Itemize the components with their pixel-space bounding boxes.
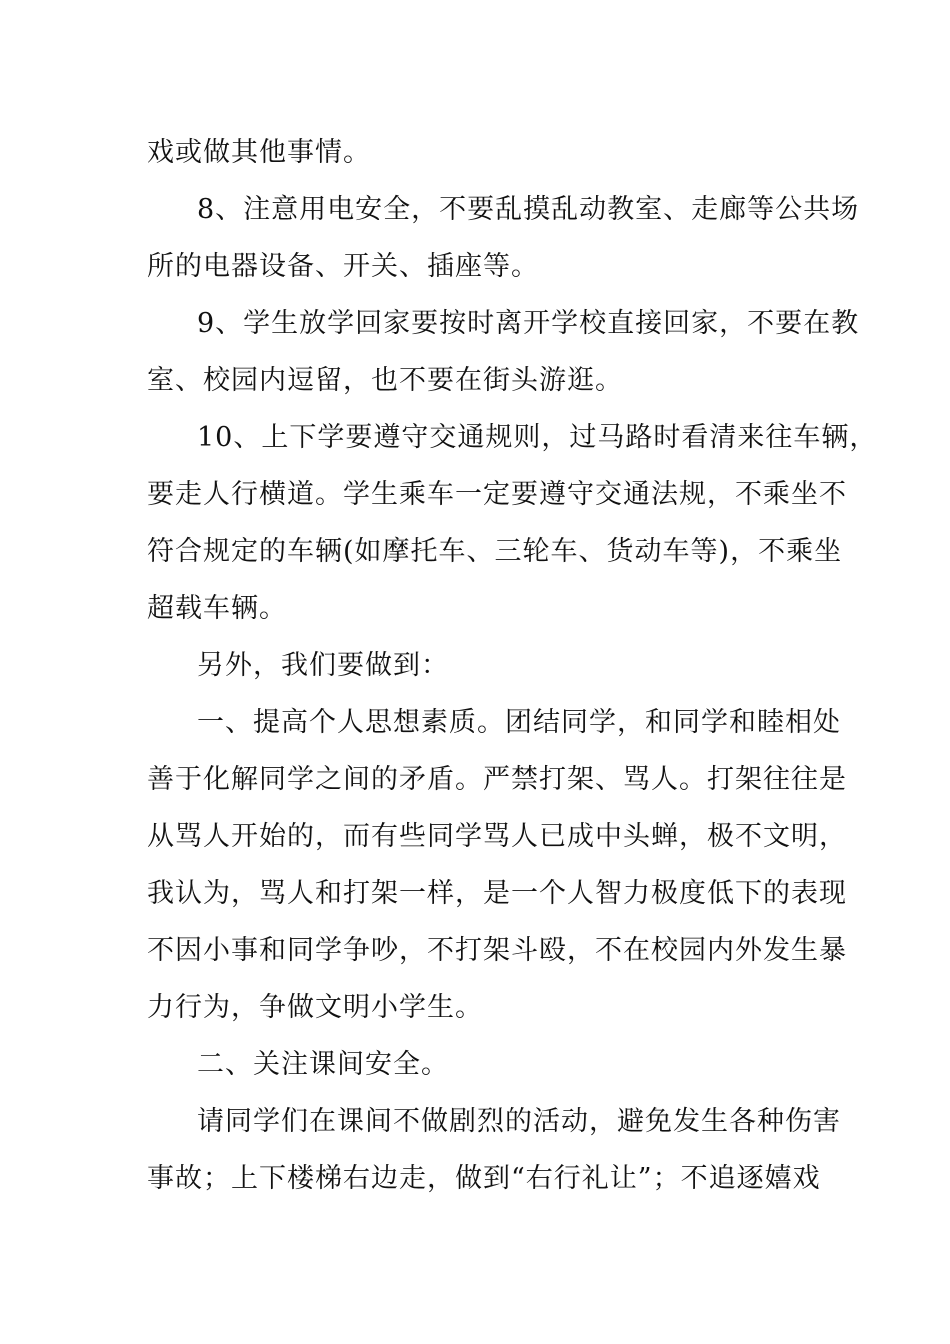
text-line: 善于化解同学之间的矛盾。严禁打架、骂人。打架往往是 bbox=[147, 764, 847, 795]
text-line: 戏或做其他事情。 bbox=[147, 137, 371, 168]
text-line: 一、提高个人思想素质。团结同学，和同学和睦相处 bbox=[197, 707, 841, 738]
text-line: 10、上下学要遵守交通规则，过马路时看清来往车辆， bbox=[197, 422, 878, 453]
text-line: 不因小事和同学争吵，不打架斗殴，不在校园内外发生暴 bbox=[147, 935, 847, 966]
text-line: 符合规定的车辆(如摩托车、三轮车、货动车等)，不乘坐 bbox=[147, 536, 843, 567]
text-line: 请同学们在课间不做剧烈的活动，避免发生各种伤害 bbox=[197, 1106, 841, 1137]
text-line: 要走人行横道。学生乘车一定要遵守交通法规，不乘坐不 bbox=[147, 479, 847, 510]
text-line: 另外，我们要做到： bbox=[197, 650, 449, 681]
text-line: 所的电器设备、开关、插座等。 bbox=[147, 251, 539, 282]
text-line: 二、关注课间安全。 bbox=[197, 1049, 449, 1080]
text-line: 力行为，争做文明小学生。 bbox=[147, 992, 483, 1023]
text-line: 8、注意用电安全，不要乱摸乱动教室、走廊等公共场 bbox=[197, 194, 860, 225]
text-line: 超载车辆。 bbox=[147, 593, 287, 624]
text-line: 9、学生放学回家要按时离开学校直接回家，不要在教 bbox=[197, 308, 860, 339]
text-line: 我认为，骂人和打架一样，是一个人智力极度低下的表现 bbox=[147, 878, 847, 909]
text-line: 从骂人开始的，而有些同学骂人已成中头蝉，极不文明， bbox=[147, 821, 847, 852]
text-line: 室、校园内逗留，也不要在街头游逛。 bbox=[147, 365, 623, 396]
text-line: 事故；上下楼梯右边走，做到“右行礼让”；不追逐嬉戏 bbox=[147, 1163, 821, 1194]
